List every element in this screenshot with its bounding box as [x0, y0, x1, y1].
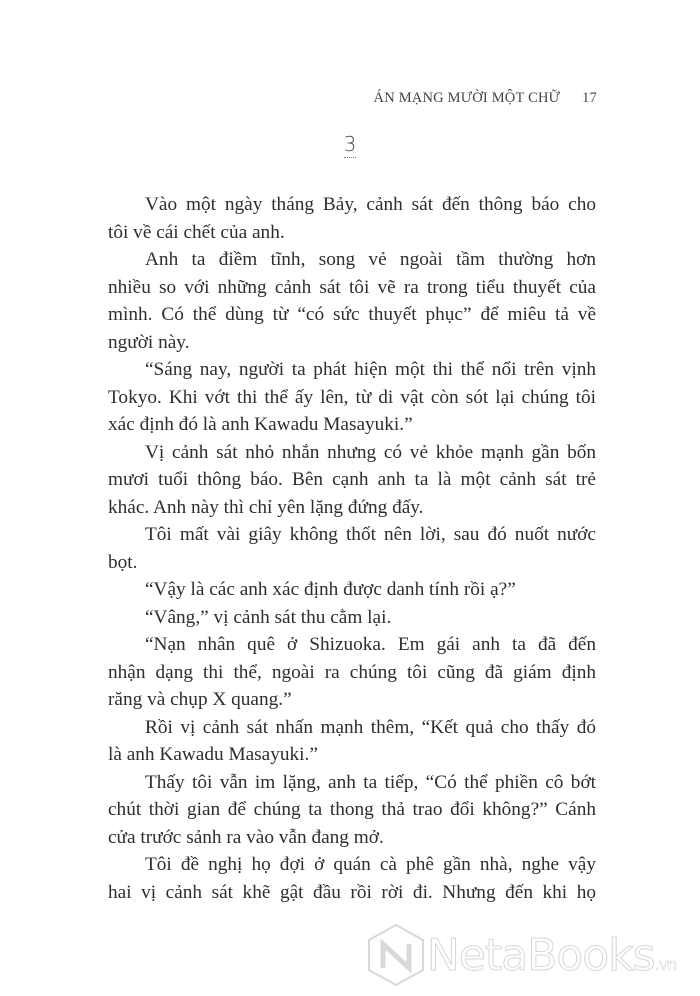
- text-line: người này.: [108, 331, 190, 353]
- text-line: mình. Có thể dùng từ “có sức thuyết phục” để miêu tả về: [108, 304, 596, 325]
- text-line: Anh ta điềm tĩnh, song vẻ ngoài tầm thường hơn: [145, 249, 596, 270]
- paragraph: [108, 714, 596, 769]
- text-line: “Vâng,” vị cảnh sát thu cằm lại.: [145, 606, 392, 628]
- text-line: cửa trước sảnh ra vào vẫn đang mở.: [108, 826, 384, 848]
- text-line: Vị cảnh sát nhỏ nhắn nhưng có vẻ khỏe mạnh gần bốn: [145, 441, 596, 463]
- paragraph: [108, 851, 596, 906]
- paragraph: [108, 631, 596, 714]
- text-line: xác định đó là anh Kawadu Masayuki.”: [108, 414, 413, 435]
- running-header: [374, 90, 597, 107]
- paragraph: [108, 521, 596, 576]
- paragraph: [108, 769, 596, 852]
- netabooks-hexagon-icon: [365, 922, 427, 988]
- chapter-heading: [0, 132, 700, 156]
- paragraph: [108, 356, 596, 439]
- text-line: nhận dạng thi thể, ngoài ra chúng tôi cũng đã giám định: [108, 661, 596, 683]
- text-line: Tokyo. Khi vớt thi thể ấy lên, từ di vật còn sót lại chúng tôi: [108, 386, 596, 408]
- paragraph: [108, 246, 596, 356]
- text-line: “Nạn nhân quê ở Shizuoka. Em gái anh ta đã đến: [145, 634, 596, 655]
- text-line: mươi tuổi thông báo. Bên cạnh anh ta là một cảnh sát trẻ: [108, 469, 596, 490]
- text-line: chút thời gian để chúng ta thong thả trao đổi không?” Cánh: [108, 799, 596, 820]
- text-line: hai vị cảnh sát khẽ gật đầu rồi rời đi. Nhưng đến khi họ: [108, 881, 596, 903]
- paragraph: [108, 604, 596, 632]
- text-line: “Vậy là các anh xác định được danh tính rồi ạ?”: [145, 579, 516, 600]
- text-line: bọt.: [108, 551, 138, 573]
- paragraph: [108, 576, 596, 604]
- paragraph: [108, 439, 596, 522]
- text-line: tôi về cái chết của anh.: [108, 221, 285, 243]
- page-number: 17: [582, 90, 597, 106]
- watermark-text: NetaBooks.vn: [427, 929, 677, 981]
- text-line: nhiều so với những cảnh sát tôi vẽ ra trong tiểu thuyết của: [108, 276, 596, 298]
- text-line: là anh Kawadu Masayuki.”: [108, 744, 318, 765]
- text-line: khác. Anh này thì chỉ yên lặng đứng đấy.: [108, 496, 424, 518]
- text-line: Thấy tôi vẫn im lặng, anh ta tiếp, “Có thể phiền cô bớt: [145, 771, 596, 793]
- book-title: ÁN MẠNG MƯỜI MỘT CHỮ: [373, 90, 561, 106]
- paragraph: [108, 191, 596, 246]
- text-line: Rồi vị cảnh sát nhấn mạnh thêm, “Kết quả cho thấy đó: [145, 716, 596, 738]
- text-line: Tôi mất vài giây không thốt nên lời, sau đó nuốt nước: [145, 524, 596, 545]
- watermark-logo: [365, 922, 695, 988]
- text-line: “Sáng nay, người ta phát hiện một thi thể nổi trên vịnh: [145, 359, 596, 380]
- body-text: [108, 191, 596, 906]
- chapter-number: 3: [343, 132, 357, 156]
- text-line: răng và chụp X quang.”: [108, 689, 292, 710]
- text-line: Vào một ngày tháng Bảy, cảnh sát đến thông báo cho: [145, 194, 596, 215]
- text-line: Tôi đề nghị họ đợi ở quán cà phê gần nhà, nghe vậy: [145, 854, 596, 875]
